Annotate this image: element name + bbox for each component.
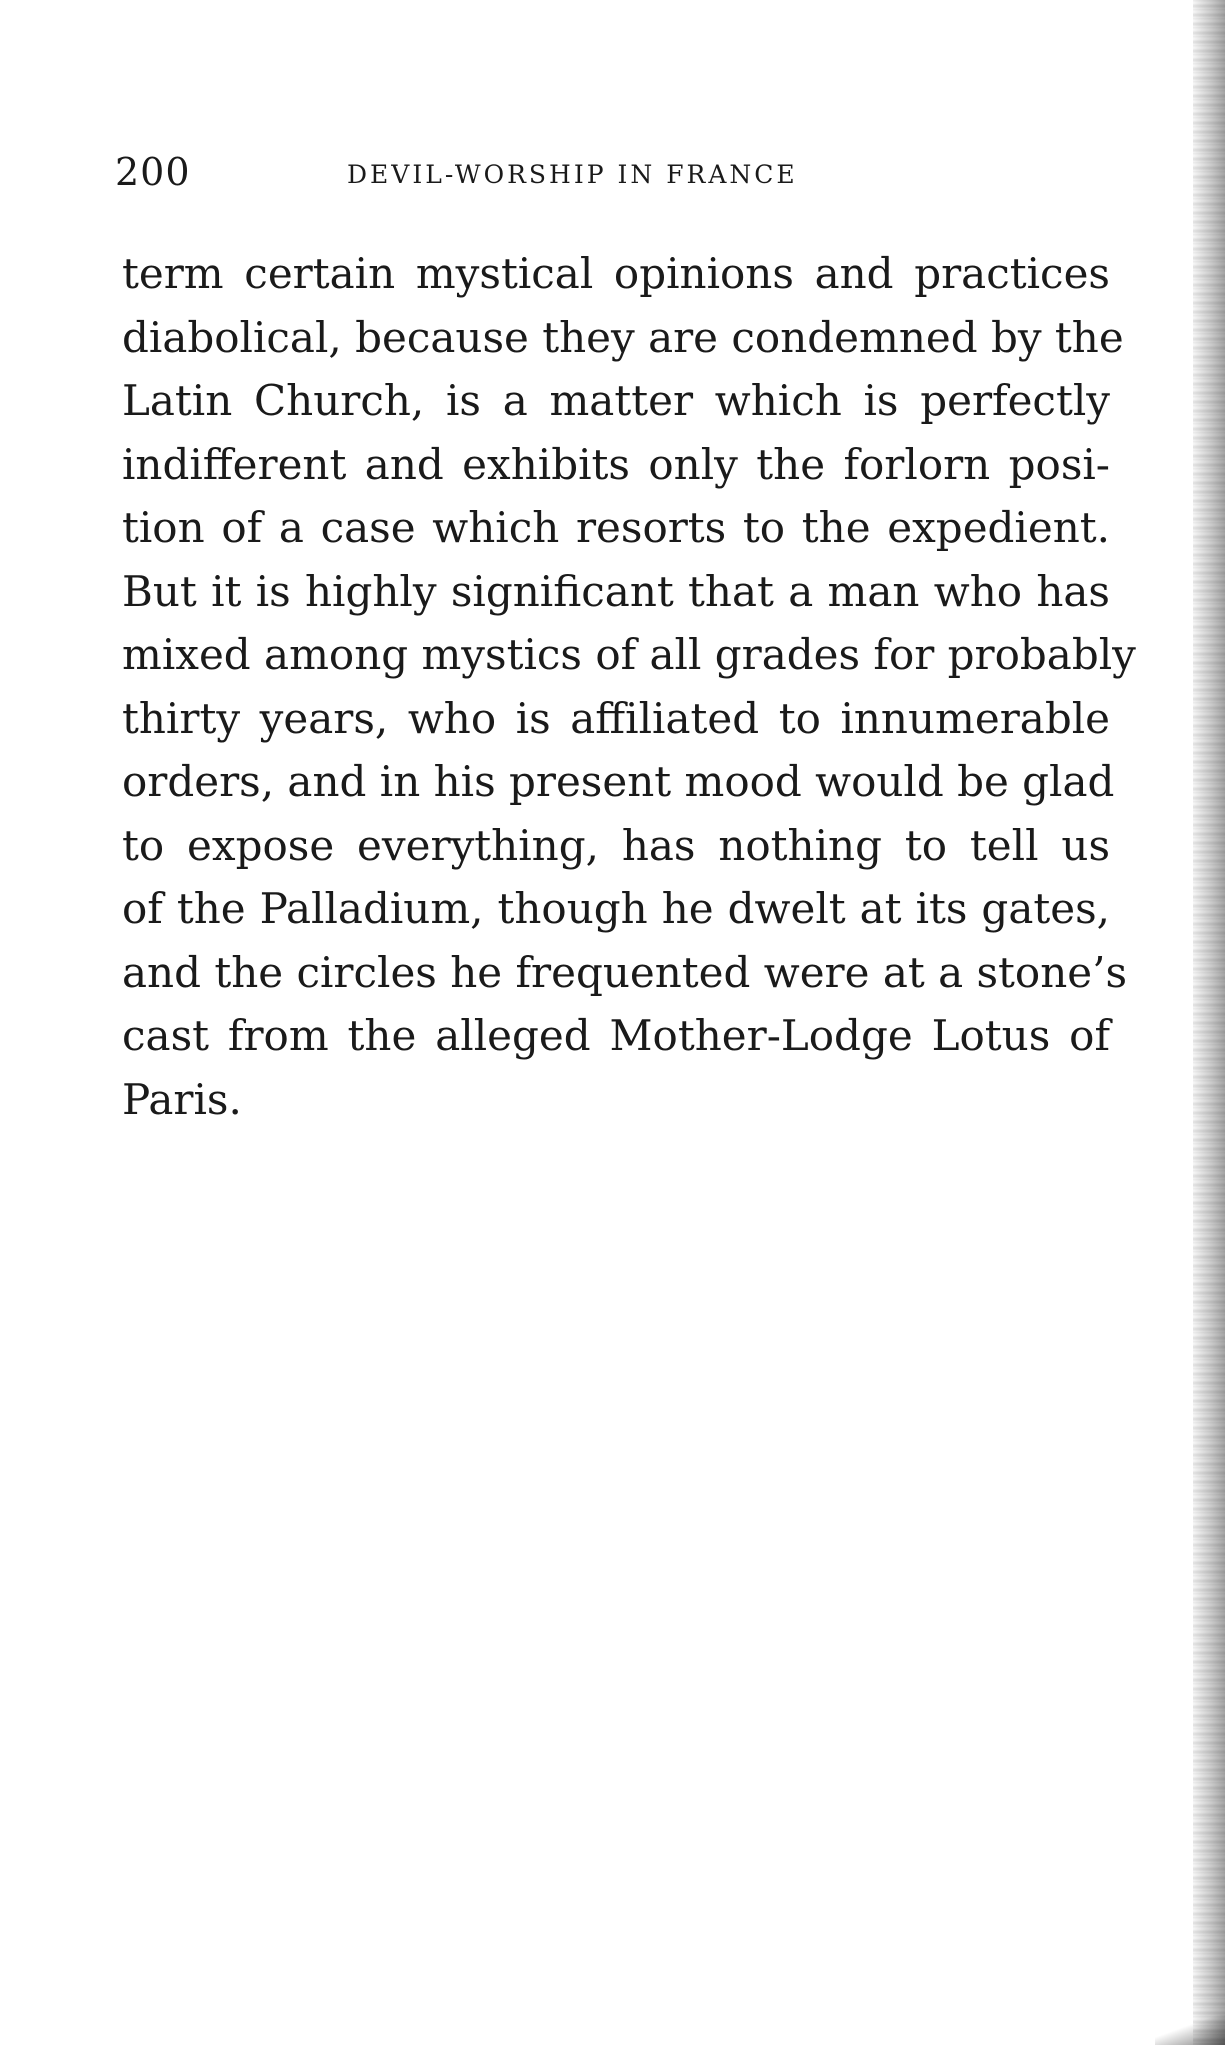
text-line: But it is highly significant that a man who has bbox=[122, 566, 1110, 616]
running-head bbox=[115, 150, 1115, 200]
text-line: of the Palladium, though he dwelt at its gates, bbox=[122, 884, 1110, 933]
text-line: to expose everything, has nothing to tell us bbox=[122, 820, 1110, 870]
text-line: diabolical, because they are condemned by the bbox=[122, 312, 1124, 362]
page-edge-shadow bbox=[1193, 0, 1225, 2045]
text-line: thirty years, who is affiliated to innumerable bbox=[122, 693, 1110, 743]
text-line: indifferent and exhibits only the forlorn posi- bbox=[122, 439, 1110, 489]
text-line: Paris. bbox=[122, 1074, 242, 1124]
body-text bbox=[122, 242, 1136, 1131]
text-line: tion of a case which resorts to the expedient. bbox=[122, 503, 1110, 552]
text-line: term certain mystical opinions and practices bbox=[122, 249, 1110, 298]
text-line: and the circles he frequented were at a stone’s bbox=[122, 947, 1128, 997]
text-line: orders, and in his present mood would be glad bbox=[122, 757, 1115, 806]
text-line: cast from the alleged Mother-Lodge Lotus of bbox=[122, 1011, 1110, 1060]
text-line: Latin Church, is a matter which is perfectly bbox=[122, 376, 1110, 425]
page-number: 200 bbox=[115, 150, 191, 194]
text-line: mixed among mystics of all grades for probably bbox=[122, 630, 1136, 679]
page-corner-shadow bbox=[1155, 2015, 1225, 2045]
running-title: DEVIL-WORSHIP IN FRANCE bbox=[347, 160, 798, 189]
